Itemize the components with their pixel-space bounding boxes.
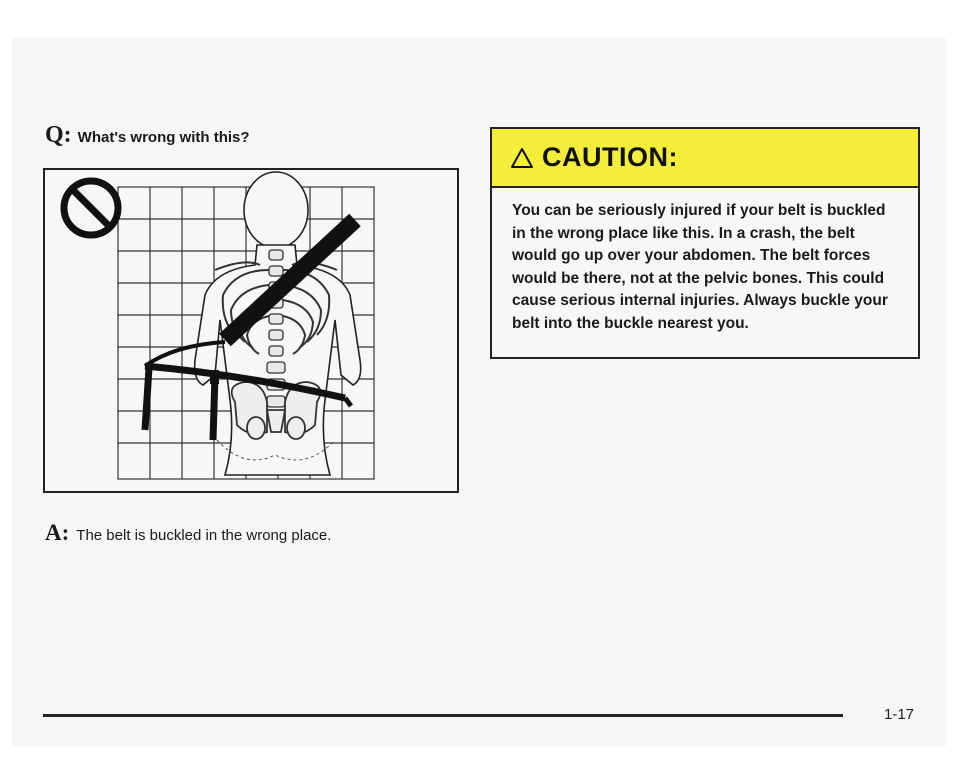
right-buckle-strap xyxy=(213,375,215,440)
question-letter: Q: xyxy=(45,122,72,148)
question-text: What's wrong with this? xyxy=(77,129,250,146)
caution-title: CAUTION: xyxy=(542,142,678,172)
answer xyxy=(45,520,331,546)
page-number: 1-17 xyxy=(884,706,915,723)
caution-header xyxy=(492,129,918,188)
answer-text: The belt is buckled in the wrong place. xyxy=(76,527,332,544)
prohibited-icon xyxy=(64,181,118,235)
caution-text: You can be seriously injured if your belt is buckled in the wrong place like this. In a crash, the belt would go up over your abdomen. The belt forces would be there, not at the pelvic bones. This could cause serious internal injuries. Always buckle your belt into the buckle nearest you. xyxy=(512,202,888,332)
footer-rule xyxy=(43,714,843,717)
seatbelt-illustration xyxy=(43,168,459,493)
question xyxy=(45,122,250,149)
left-buckle-strap xyxy=(145,368,149,430)
answer-letter: A: xyxy=(45,520,70,545)
caution-box xyxy=(490,127,920,359)
warning-triangle-icon xyxy=(510,147,534,169)
skeleton-belt-drawing xyxy=(45,170,457,491)
